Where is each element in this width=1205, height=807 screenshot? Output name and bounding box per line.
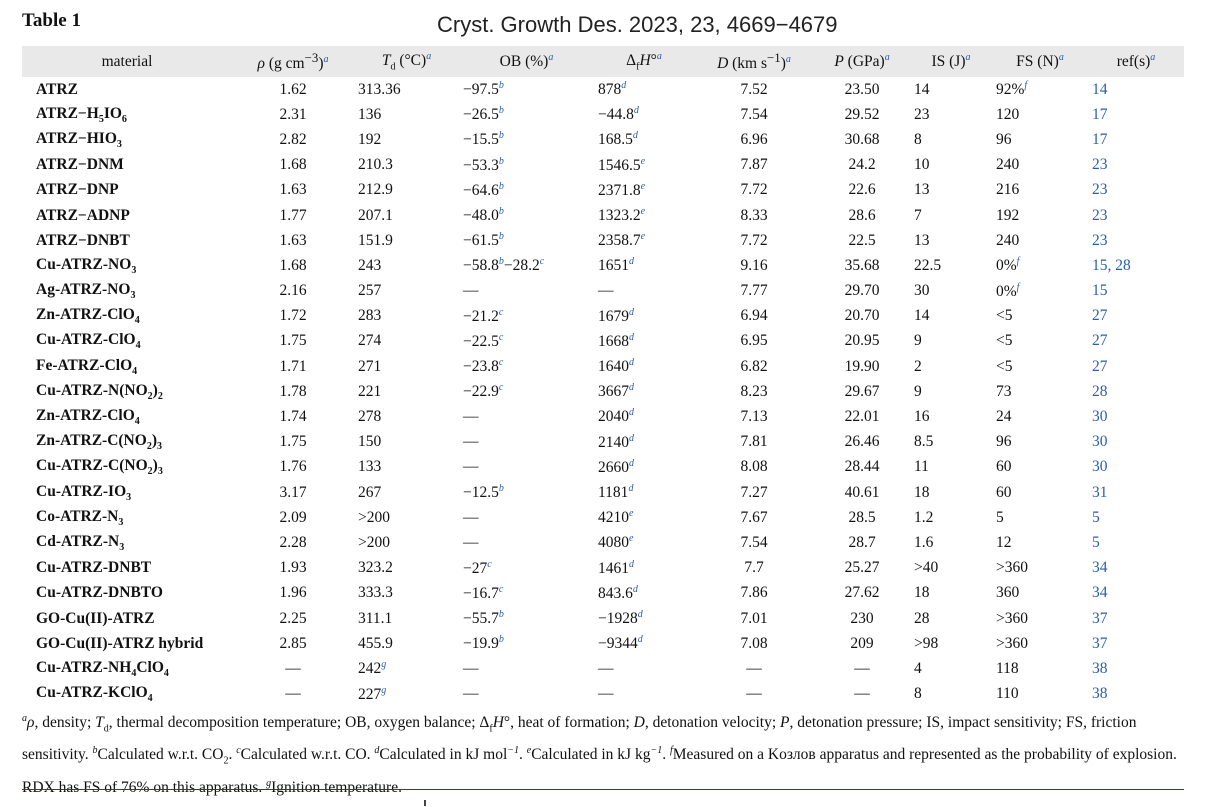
cell-density: 1.63 [279,181,307,199]
table-row [22,430,1184,455]
cell-density: 2.25 [279,609,307,627]
cell-oxygen-balance: −26.5$^b$ [463,105,504,124]
cell-material: ATRZ−DNM [36,156,124,174]
table-row [22,228,1184,253]
cell-heat-of-formation: 1651$^d$ [598,256,634,275]
cell-detonation-pressure: 19.90 [844,357,880,375]
cell-impact-sensitivity: 9 [914,382,922,400]
cell-impact-sensitivity: 18 [914,483,930,501]
cell-detonation-pressure: 35.68 [844,256,880,274]
cell-density: — [285,659,301,677]
cell-decomposition-temp: 192 [358,130,382,148]
cell-material: $Zn-ATRZ-C(NO_2)_3$ [36,432,162,453]
cell-oxygen-balance: −55.7$^b$ [463,608,504,628]
cell-detonation-velocity: 7.01 [740,609,768,627]
cell-friction-sensitivity: >360 [996,559,1028,577]
table-row [22,656,1184,681]
cell-decomposition-temp: 311.1 [358,609,393,627]
cell-refs[interactable]: 17 [1092,130,1108,148]
cell-friction-sensitivity: 118 [996,659,1019,677]
cell-refs[interactable]: 15 [1092,282,1108,300]
cell-material: Fe-ATRZ-ClO$_4$ [36,356,138,377]
cell-decomposition-temp: 278 [358,408,382,426]
cell-refs[interactable]: 23 [1092,181,1108,199]
cell-oxygen-balance: — [463,433,479,451]
cell-detonation-pressure: 22.6 [848,181,876,199]
cell-density: 1.62 [279,80,307,98]
cell-decomposition-temp: 313.36 [358,80,401,98]
header-heat-of-formation: $\Delta_fH^\circ^a$ [594,46,694,77]
cell-friction-sensitivity: 5 [996,508,1004,526]
cell-detonation-velocity: 6.96 [740,130,768,148]
cell-detonation-pressure: — [854,685,870,703]
cell-oxygen-balance: −12.5$^b$ [463,483,504,502]
cell-detonation-pressure: 22.01 [844,408,880,426]
cell-detonation-velocity: 7.08 [740,634,768,652]
cell-decomposition-temp: 210.3 [358,156,393,174]
cell-heat-of-formation: −1928$^d$ [598,608,643,628]
cell-detonation-pressure: 27.62 [844,584,880,602]
cell-detonation-velocity: — [746,659,762,677]
cell-material: Cu-ATRZ-DNBTO [36,584,163,602]
cell-refs[interactable]: 30 [1092,408,1108,426]
cell-density: 1.77 [279,206,307,224]
cell-detonation-pressure: 29.52 [844,105,880,123]
cell-impact-sensitivity: 2 [914,357,922,375]
cell-heat-of-formation: 1668$^d$ [598,331,634,351]
page-tick-mark [424,800,426,806]
cell-refs[interactable]: 34 [1092,559,1108,577]
cell-decomposition-temp: 271 [358,357,382,375]
cell-friction-sensitivity: 240 [996,156,1020,174]
cell-impact-sensitivity: >40 [914,559,939,577]
cell-refs[interactable]: 30 [1092,458,1108,476]
cell-friction-sensitivity: 216 [996,181,1020,199]
bottom-rule [22,789,1184,790]
cell-detonation-velocity: 8.23 [740,382,768,400]
cell-density: 2.82 [279,130,307,148]
cell-refs[interactable]: 15, 28 [1092,256,1131,274]
cell-oxygen-balance: — [463,685,479,703]
cell-oxygen-balance: — [463,282,479,300]
cell-heat-of-formation: 1679$^d$ [598,306,634,325]
cell-refs[interactable]: 23 [1092,231,1108,249]
cell-heat-of-formation: −44.8$^d$ [598,105,639,124]
cell-density: 1.68 [279,256,307,274]
table-row [22,279,1184,304]
cell-friction-sensitivity: <5 [996,307,1013,325]
cell-oxygen-balance: −22.9$^c$ [463,382,504,401]
cell-detonation-velocity: 7.72 [740,181,768,199]
cell-detonation-pressure: 23.50 [844,80,880,98]
cell-refs[interactable]: 38 [1092,659,1108,677]
cell-detonation-velocity: 8.08 [740,458,768,476]
header-decomposition-temp: $T_d$ (°C)$^a$ [354,46,459,77]
cell-oxygen-balance: −23.8$^c$ [463,357,504,376]
cell-refs[interactable]: 27 [1092,332,1108,350]
cell-density: 2.09 [279,508,307,526]
cell-heat-of-formation: 878$^d$ [598,80,627,99]
table-row [22,354,1184,379]
cell-impact-sensitivity: 13 [914,231,930,249]
cell-decomposition-temp: 257 [358,282,382,300]
table-row [22,480,1184,505]
table-row [22,178,1184,203]
cell-density: 1.74 [279,408,307,426]
table-row [22,631,1184,656]
cell-friction-sensitivity: 60 [996,483,1012,501]
cell-density: 3.17 [279,483,307,501]
cell-decomposition-temp: 333.3 [358,584,393,602]
cell-detonation-velocity: 7.67 [740,508,768,526]
cell-detonation-velocity: 9.16 [740,256,768,274]
table-row [22,127,1184,152]
cell-impact-sensitivity: 9 [914,332,922,350]
cell-density: 1.63 [279,231,307,249]
cell-heat-of-formation: 1461$^d$ [598,558,634,577]
cell-detonation-pressure: 20.95 [844,332,880,350]
cell-impact-sensitivity: 13 [914,181,930,199]
cell-detonation-velocity: 7.77 [740,282,768,300]
table-row [22,530,1184,555]
cell-material: $Cd-ATRZ-N_3$ [36,532,125,554]
cell-material: $Cu-ATRZ-IO_3$ [36,482,132,503]
cell-detonation-pressure: 25.27 [844,559,880,577]
cell-detonation-velocity: 7.81 [740,433,768,451]
cell-decomposition-temp: 151.9 [358,231,393,249]
cell-friction-sensitivity: 120 [996,105,1020,123]
cell-impact-sensitivity: 8 [914,130,922,148]
cell-material: $Cu-ATRZ-C(NO_2)_3$ [36,457,163,478]
cell-impact-sensitivity: 14 [914,307,930,325]
cell-friction-sensitivity: >360 [996,634,1028,652]
cell-impact-sensitivity: 14 [914,80,930,98]
cell-material: Zn-ATRZ-ClO$_4$ [36,306,140,327]
cell-detonation-pressure: — [854,659,870,677]
cell-friction-sensitivity: 0%$^f$ [996,281,1020,300]
cell-detonation-velocity: 8.33 [740,206,768,224]
cell-detonation-velocity: 7.54 [740,533,768,551]
cell-material: $ATRZ-HIO_3$ [36,129,122,151]
cell-oxygen-balance: −22.5$^c$ [463,331,504,351]
table-row [22,581,1184,606]
cell-detonation-pressure: 20.70 [844,307,880,325]
cell-detonation-pressure: 29.67 [844,382,880,400]
cell-heat-of-formation: 4080e [598,533,634,552]
cell-friction-sensitivity: 360 [996,584,1020,602]
cell-refs[interactable]: 30 [1092,433,1108,451]
cell-decomposition-temp: 242$^g$ [358,659,387,678]
cell-oxygen-balance: — [463,659,479,677]
cell-heat-of-formation: — [598,282,614,300]
cell-impact-sensitivity: 22.5 [914,256,942,274]
header-detonation-velocity: D (km $s^{-1})^a$ [694,46,814,77]
cell-refs[interactable]: 38 [1092,685,1108,703]
cell-material: ATRZ−DNBT [36,231,130,249]
cell-detonation-velocity: 6.82 [740,357,768,375]
cell-detonation-velocity: 6.94 [740,307,768,325]
table-footnote: $^a$ρ, density; $T_d$, thermal decomposition temperature; OB, oxygen balance; $\Delta_fH^\circ$, heat of formation; D, detonation velocity; P, detonation pressure; IS, impact sensitivity; FS, friction sensitivity. $^b$Calculated w.r.t. $CO_2$. $^c$Calculated w.r.t. CO. $^d$Calculated in kJ mol$^{-1}$. $^e$Calculated in kJ $kg^{-1}$. $^f$Measured on a Kозлов apparatus and represented as the probability of explosion. RDX has FS of 76% on this apparatus. $^g$Ignition temperature. [22,713,1177,796]
cell-decomposition-temp: 207.1 [358,206,393,224]
cell-oxygen-balance: — [463,508,479,526]
cell-refs[interactable]: 23 [1092,156,1108,174]
cell-decomposition-temp: 274 [358,332,382,350]
cell-oxygen-balance: −15.5$^b$ [463,130,504,149]
cell-heat-of-formation: 1181$^d$ [598,483,634,502]
cell-density: 2.85 [279,634,307,652]
table-row [22,505,1184,530]
cell-detonation-velocity: 6.95 [740,332,768,350]
cell-friction-sensitivity: >360 [996,609,1028,627]
cell-friction-sensitivity: <5 [996,357,1013,375]
cell-detonation-velocity: 7.54 [740,105,768,123]
cell-impact-sensitivity: 11 [914,458,929,476]
cell-refs[interactable]: 23 [1092,206,1108,224]
cell-detonation-pressure: 28.44 [844,458,880,476]
cell-friction-sensitivity: 92%$^f$ [996,80,1028,99]
cell-heat-of-formation: 2660$^d$ [598,457,634,476]
cell-friction-sensitivity: 24 [996,408,1012,426]
cell-detonation-velocity: — [746,685,762,703]
cell-density: 2.28 [279,533,307,551]
cell-decomposition-temp: 221 [358,382,382,400]
cell-impact-sensitivity: 10 [914,156,930,174]
cell-density: 1.78 [279,382,307,400]
cell-impact-sensitivity: 23 [914,105,930,123]
cell-oxygen-balance: −19.9$^b$ [463,634,504,653]
cell-refs[interactable]: 31 [1092,483,1108,501]
cell-detonation-pressure: 209 [850,634,874,652]
cell-impact-sensitivity: 8.5 [914,433,934,451]
cell-oxygen-balance: −21.2$^c$ [463,306,504,325]
cell-material: ATRZ [36,80,78,98]
cell-density: 1.75 [279,332,307,350]
table-row [22,102,1184,127]
cell-density: 1.72 [279,307,307,325]
header-refs: ref(s)$^a$ [1088,46,1184,77]
cell-impact-sensitivity: 4 [914,659,922,677]
cell-friction-sensitivity: 12 [996,533,1012,551]
cell-detonation-pressure: 22.5 [848,231,876,249]
cell-refs[interactable]: 37 [1092,634,1108,652]
cell-heat-of-formation: — [598,685,614,703]
table-row [22,556,1184,581]
cell-oxygen-balance: −61.5$^b$ [463,231,504,250]
cell-oxygen-balance: — [463,533,479,551]
cell-heat-of-formation: 2371.8e [598,180,646,199]
cell-oxygen-balance: −27$^c$ [463,558,492,577]
cell-detonation-pressure: 230 [850,609,874,627]
table-row [22,682,1184,707]
cell-material: ATRZ−ADNP [36,206,130,224]
cell-friction-sensitivity: 192 [996,206,1020,224]
header-impact-sensitivity: IS (J)$^a$ [910,46,992,77]
cell-material: Cu-ATRZ-DNBT [36,559,152,577]
cell-friction-sensitivity: 96 [996,433,1012,451]
cell-refs[interactable]: 27 [1092,357,1108,375]
cell-decomposition-temp: 243 [358,256,382,274]
cell-heat-of-formation: −9344$^d$ [598,634,643,653]
cell-oxygen-balance: — [463,458,479,476]
cell-material: $Cu-ATRZ-NO_3$ [36,255,137,276]
table-title: Table 1 [22,10,81,31]
cell-material: GO-Cu(II)-ATRZ hybrid [36,634,204,652]
table-row [22,77,1184,102]
cell-decomposition-temp: 455.9 [358,634,393,652]
cell-detonation-velocity: 7.27 [740,483,768,501]
cell-density: 1.96 [279,584,307,602]
header-oxygen-balance: OB (%)$^a$ [459,46,594,77]
cell-density: 1.93 [279,559,307,577]
cell-detonation-pressure: 24.2 [848,156,876,174]
table-row [22,153,1184,178]
cell-refs[interactable]: 28 [1092,382,1108,400]
cell-material: GO-Cu(II)-ATRZ [36,609,155,627]
cell-decomposition-temp: 212.9 [358,181,393,199]
table-body [22,77,1184,707]
table-row [22,379,1184,404]
cell-decomposition-temp: 227$^g$ [358,684,387,703]
cell-heat-of-formation: 1640$^d$ [598,357,634,376]
cell-refs[interactable]: 27 [1092,307,1108,325]
cell-friction-sensitivity: 110 [996,685,1019,703]
cell-refs[interactable]: 17 [1092,105,1108,123]
cell-decomposition-temp: 323.2 [358,559,393,577]
cell-density: 1.76 [279,458,307,476]
table-row [22,203,1184,228]
cell-refs[interactable]: 37 [1092,609,1108,627]
cell-material: $Co-ATRZ-N_3$ [36,507,124,528]
cell-oxygen-balance: −53.3$^b$ [463,155,504,174]
cell-decomposition-temp: >200 [358,533,390,551]
data-table [22,46,1184,707]
cell-material: ATRZ−DNP [36,181,119,199]
header-friction-sensitivity: FS (N)$^a$ [992,46,1088,77]
cell-oxygen-balance: −64.6$^b$ [463,180,504,199]
cell-decomposition-temp: 133 [358,458,382,476]
cell-friction-sensitivity: <5 [996,332,1013,350]
header-material: material [22,46,232,77]
cell-density: 2.31 [279,105,307,123]
cell-decomposition-temp: 150 [358,433,382,451]
cell-density: 1.71 [279,357,307,375]
cell-decomposition-temp: >200 [358,508,390,526]
cell-impact-sensitivity: 18 [914,584,930,602]
cell-oxygen-balance: −58.8$^b$−28.2$^c$ [463,256,545,275]
cell-detonation-velocity: 7.87 [740,156,768,174]
cell-detonation-pressure: 30.68 [844,130,880,148]
cell-detonation-pressure: 29.70 [844,282,880,300]
cell-oxygen-balance: −48.0$^b$ [463,205,504,225]
cell-impact-sensitivity: 8 [914,685,922,703]
header-density: ρ (g $cm^{-3})^a$ [232,46,354,77]
cell-impact-sensitivity: 1.6 [914,533,934,551]
cell-friction-sensitivity: 60 [996,458,1012,476]
cell-detonation-velocity: 7.13 [740,408,768,426]
cell-impact-sensitivity: >98 [914,634,939,652]
cell-material: $Cu-ATRZ-N(NO_2)_2$ [36,381,163,402]
journal-citation: Cryst. Growth Des. 2023, 23, 4669−4679 [437,12,838,37]
cell-refs[interactable]: 5 [1092,508,1100,526]
table-row [22,404,1184,429]
cell-material: $Ag-ATRZ-NO_3$ [36,281,136,302]
cell-impact-sensitivity: 7 [914,206,922,224]
cell-detonation-pressure: 40.61 [844,483,880,501]
cell-material: Cu-ATRZ-ClO$_4$ [36,331,141,352]
cell-friction-sensitivity: 240 [996,231,1020,249]
cell-material: Cu-ATRZ-KClO$_4$ [36,684,153,705]
cell-detonation-pressure: 28.7 [848,533,876,551]
cell-detonation-pressure: 28.6 [848,206,876,224]
cell-detonation-pressure: 26.46 [844,433,880,451]
cell-material: $ATRZ-H_5IO_6$ [36,104,127,125]
cell-detonation-velocity: 7.52 [740,80,768,98]
cell-detonation-velocity: 7.7 [744,559,764,577]
cell-oxygen-balance: −16.7$^c$ [463,583,504,602]
cell-friction-sensitivity: 96 [996,130,1012,148]
cell-heat-of-formation: 1546.5e [598,155,646,174]
cell-refs[interactable]: 5 [1092,533,1100,551]
cell-heat-of-formation: 3667$^d$ [598,382,634,401]
cell-decomposition-temp: 267 [358,483,382,501]
cell-impact-sensitivity: 28 [914,609,930,627]
table-row [22,304,1184,329]
cell-detonation-velocity: 7.86 [740,584,768,602]
cell-heat-of-formation: 2140$^d$ [598,432,634,451]
cell-density: — [285,685,301,703]
cell-detonation-pressure: 28.5 [848,508,876,526]
table-row [22,606,1184,631]
table-header-row [22,46,1184,77]
cell-refs[interactable]: 34 [1092,584,1108,602]
cell-friction-sensitivity: 73 [996,382,1012,400]
header-detonation-pressure: P (GPa)$^a$ [814,46,910,77]
cell-heat-of-formation: 4210e [598,508,634,527]
cell-heat-of-formation: 843.6$^d$ [598,583,638,602]
cell-oxygen-balance: — [463,408,479,426]
cell-detonation-velocity: 7.72 [740,231,768,249]
cell-impact-sensitivity: 16 [914,408,930,426]
cell-impact-sensitivity: 30 [914,282,930,300]
cell-oxygen-balance: −97.5$^b$ [463,80,504,99]
cell-density: 1.75 [279,433,307,451]
table-row [22,253,1184,278]
table-row [22,455,1184,480]
cell-refs[interactable]: 14 [1092,80,1108,98]
cell-material: $Cu-ATRZ-NH_4ClO_4$ [36,658,169,679]
cell-friction-sensitivity: 0%$^f$ [996,256,1020,275]
cell-density: 1.68 [279,156,307,174]
cell-impact-sensitivity: 1.2 [914,508,934,526]
cell-density: 2.16 [279,282,307,300]
cell-heat-of-formation: — [598,659,614,677]
cell-material: Zn-ATRZ-ClO$_4$ [36,406,140,428]
cell-heat-of-formation: 1323.2e [598,205,646,225]
cell-decomposition-temp: 136 [358,105,382,123]
cell-heat-of-formation: 2358.7e [598,231,646,250]
table-row [22,329,1184,354]
cell-heat-of-formation: 2040$^d$ [598,407,634,426]
cell-decomposition-temp: 283 [358,307,382,325]
cell-heat-of-formation: 168.5$^d$ [598,130,638,149]
